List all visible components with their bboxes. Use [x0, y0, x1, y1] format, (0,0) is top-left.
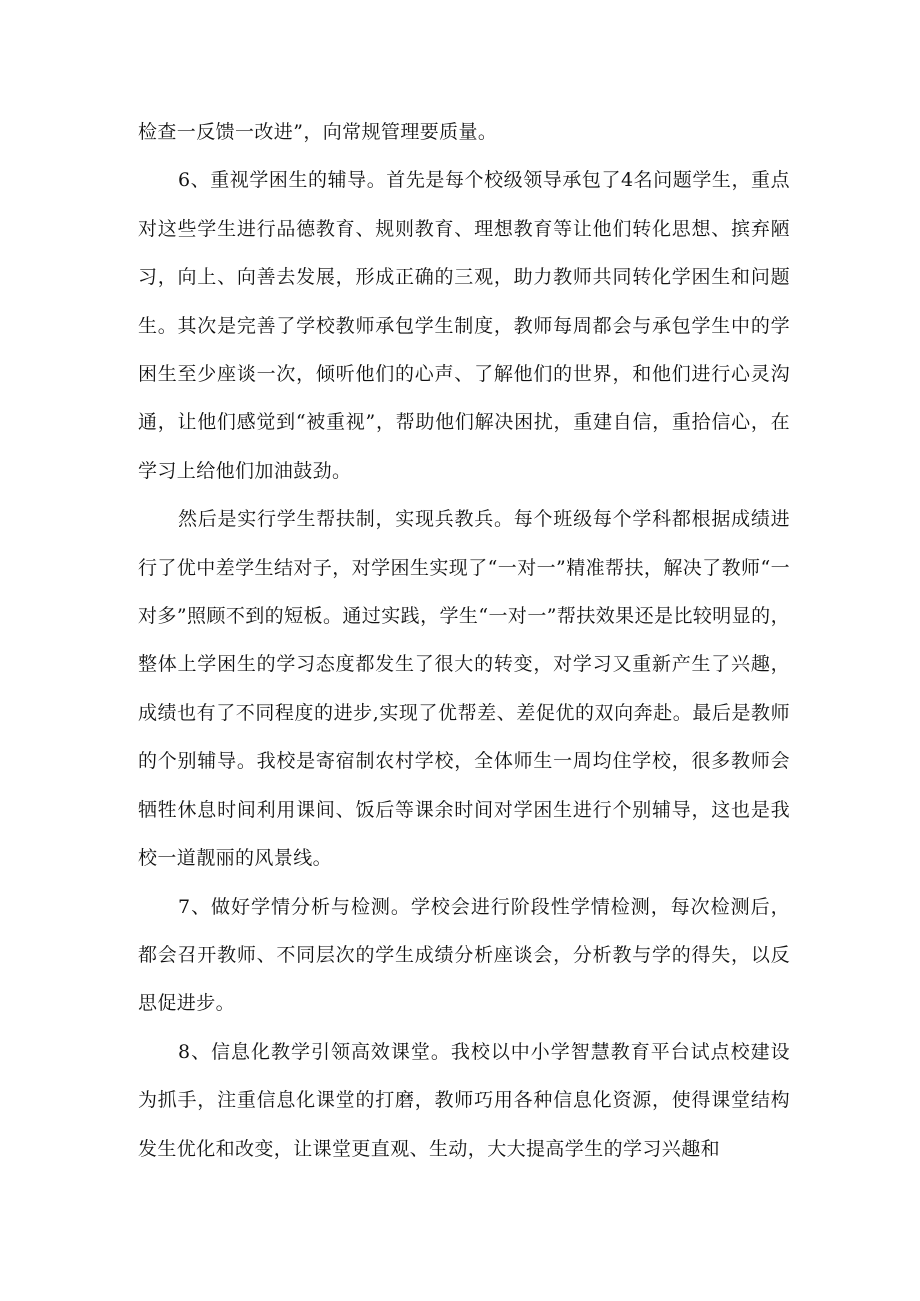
- paragraph-item-8: 8、信息化教学引领高效课堂。我校以中小学智慧教育平台试点校建设为抓手，注重信息化课堂的打磨，教师巧用各种信息化资源，使得课堂结构发生优化和改变，让课堂更直观、生动，大大提高学生的学习兴趣和: [138, 1040, 790, 1160]
- paragraph-item-6: 6、重视学困生的辅导。首先是每个校级领导承包了4名问题学生，重点对这些学生进行品德教育、规则教育、理想教育等让他们转化思想、摈弃陋习，向上、向善去发展，形成正确的三观，助力教师共同转化学困生和问题生。其次是完善了学校教师承包学生制度，教师每周都会与承包学生中的学困生至少座谈一次，倾听他们的心声、了解他们的世界，和他们进行心灵沟通，让他们感觉到“被重视”，帮助他们解决困扰，重建自信，重拾信心，在学习上给他们加油鼓劲。: [138, 169, 790, 482]
- document-body: [138, 108, 790, 1173]
- paragraph-item-7: 7、做好学情分析与检测。学校会进行阶段性学情检测，每次检测后，都会召开教师、不同层次的学生成绩分析座谈会，分析教与学的得失，以反思促进步。: [138, 895, 790, 1015]
- paragraph-continuation: 检查一反馈一改进”，向常规管理要质量。: [138, 121, 498, 143]
- paragraph-peer-support: 然后是实行学生帮扶制，实现兵教兵。每个班级每个学科都根据成绩进行了优中差学生结对子，对学困生实现了“一对一”精准帮扶，解决了教师“一对多”照顾不到的短板。通过实践，学生“一对一”帮扶效果还是比较明显的，整体上学困生的学习态度都发生了很大的转变，对学习又重新产生了兴趣，成绩也有了不同程度的进步,实现了优帮差、差促优的双向奔赴。最后是教师的个别辅导。我校是寄宿制农村学校，全体师生一周均住学校，很多教师会牺牲休息时间利用课间、饭后等课余时间对学困生进行个别辅导，这也是我校一道靓丽的风景线。: [138, 508, 790, 870]
